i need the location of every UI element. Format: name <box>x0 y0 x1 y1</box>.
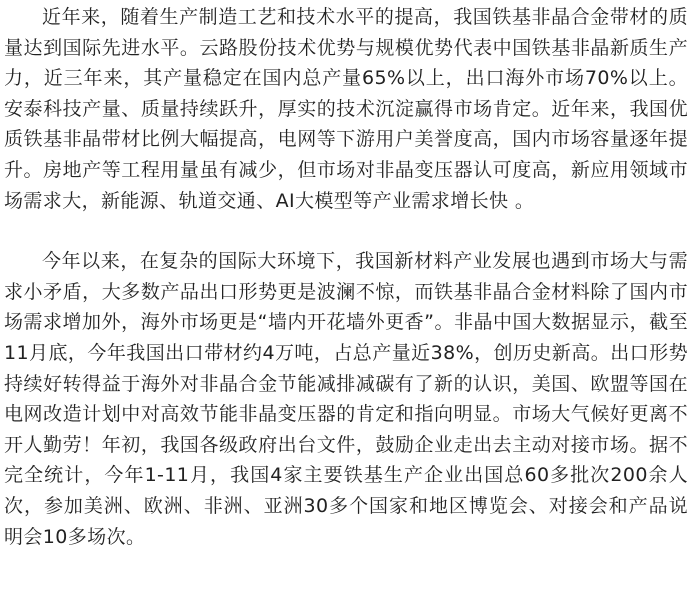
paragraph-2: 今年以来，在复杂的国际大环境下，我国新材料产业发展也遇到市场大与需求小矛盾，大多数产品出口形势更是波澜不惊，而铁基非晶合金材料除了国内市场需求增加外，海外市场更是“墙内开花墙外更香”。非晶中国大数据显示，截至11月底，今年我国出口带材约4万吨，占总产量近38%，创历史新高。出口形势持续好转得益于海外对非晶合金节能减排减碳有了新的认识，美国、欧盟等国在电网改造计划中对高效节能非晶变压器的肯定和指向明显。市场大气候好更离不开人勤劳！年初，我国各级政府出台文件，鼓励企业走出去主动对接市场。据不完全统计，今年1-11月，我国4家主要铁基生产企业出国总60多批次200余人次，参加美洲、欧洲、非洲、亚洲30多个国家和地区博览会、对接会和产品说明会10多场次。 <box>4 250 688 548</box>
article-body <box>4 2 688 552</box>
paragraph-1: 近年来，随着生产制造工艺和技术水平的提高，我国铁基非晶合金带材的质量达到国际先进水平。云路股份技术优势与规模优势代表中国铁基非晶新质生产力，近三年来，其产量稳定在国内总产量65%以上，出口海外市场70%以上。安泰科技产量、质量持续跃升，厚实的技术沉淀赢得市场肯定。近年来，我国优质铁基非晶带材比例大幅提高，电网等下游用户美誉度高，国内市场容量逐年提升。房地产等工程用量虽有减少，但市场对非晶变压器认可度高，新应用领域市场需求大，新能源、轨道交通、AI大模型等产业需求增长快 。 <box>4 6 688 212</box>
